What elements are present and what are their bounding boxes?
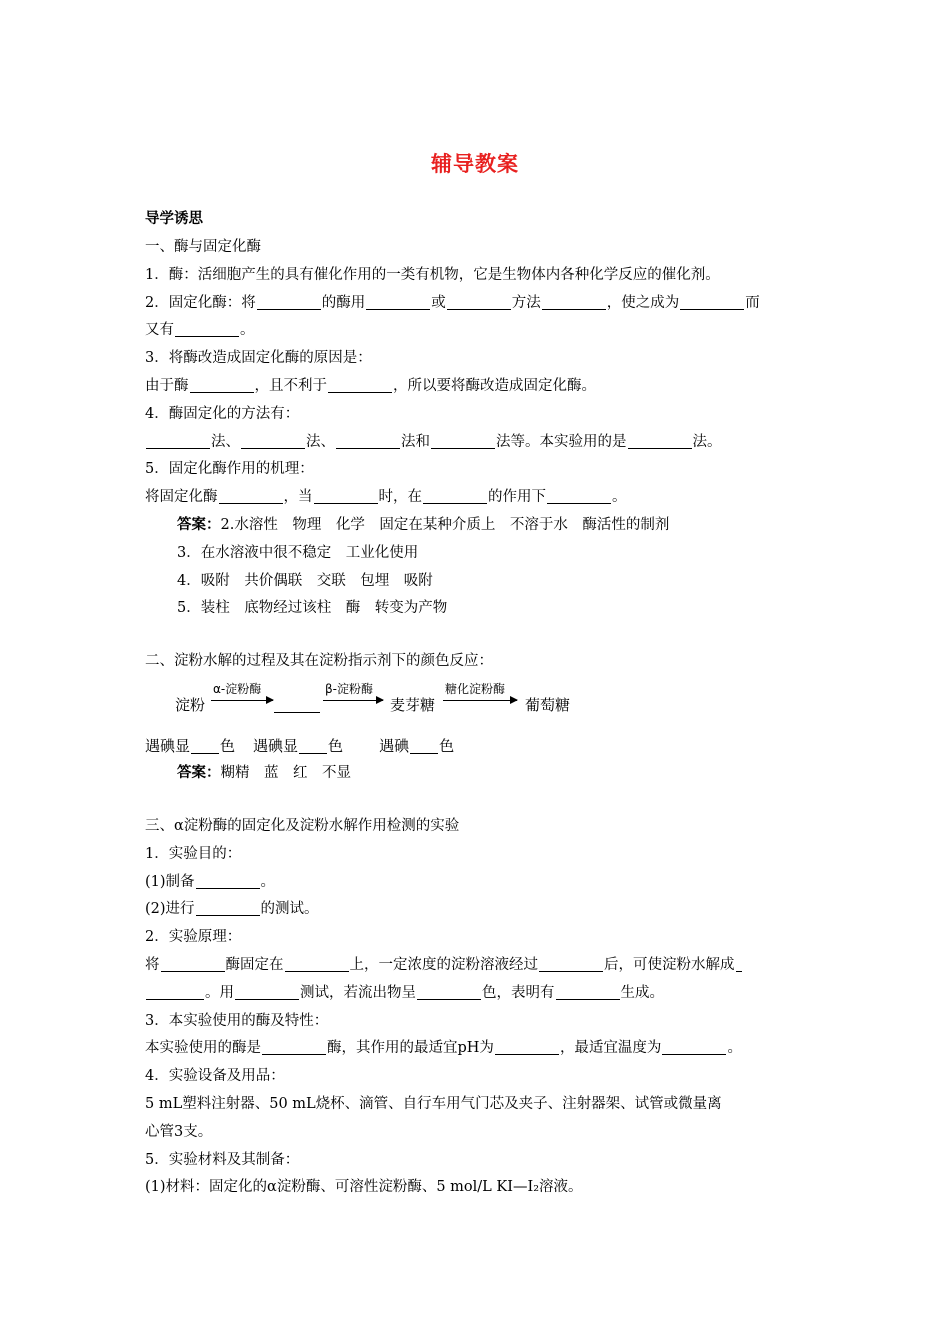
iodine-line: 遇碘显 色 遇碘显 色 遇碘 色 — [145, 737, 455, 755]
blank — [262, 1040, 326, 1055]
s1-answer3: 4．吸附 共价偶联 交联 包埋 吸附 — [177, 573, 433, 589]
blank — [336, 434, 400, 449]
s3-line5: 将 酶固定在 上，一定浓度的淀粉溶液经过 后，可使淀粉水解成 — [145, 955, 743, 975]
hydrolysis-diagram — [175, 680, 595, 720]
s3-line12: 5．实验材料及其制备： — [145, 1152, 300, 1168]
s3-line8: 本实验使用的酶是 酶，其作用的最适宜pH为 ，最适宜温度为 。 — [145, 1040, 742, 1056]
s1-title: 一、酶与固定化酶 — [145, 239, 261, 255]
blank — [219, 489, 283, 504]
s1-answer2: 3．在水溶液中很不稳定 工业化使用 — [177, 545, 419, 561]
blank — [410, 739, 438, 754]
blank — [417, 985, 481, 1000]
blank — [190, 378, 254, 393]
blank — [196, 874, 260, 889]
s2-title: 二、淀粉水解的过程及其在淀粉指示剂下的颜色反应： — [145, 653, 493, 669]
page-title: 辅导教案 — [431, 152, 519, 176]
arrow-1 — [211, 700, 273, 701]
diagram-enzyme-beta: β-淀粉酶 — [325, 682, 373, 696]
blank — [146, 985, 204, 1000]
blank — [423, 489, 487, 504]
s1-line3: 又有 。 — [145, 322, 255, 338]
s1-line2: 2．固定化酶：将 的酶用 或 方法 ，使之成为 而 — [145, 295, 760, 311]
s1-answer1: 答案：2.水溶性 物理 化学 固定在某种介质上 不溶于水 酶活性的制剂 — [177, 517, 670, 533]
s2-answer: 答案：糊精 蓝 红 不显 — [177, 765, 351, 781]
blank — [736, 957, 742, 972]
diagram-maltose: 麦芽糖 — [390, 696, 436, 714]
s1-line8: 5．固定化酶作用的机理： — [145, 461, 314, 477]
blank — [196, 901, 260, 916]
s1-answer4: 5．装柱 底物经过该柱 酶 转变为产物 — [177, 600, 448, 616]
s1-line5: 由于酶 ，且不利于 ，所以要将酶改造成固定化酶。 — [145, 378, 596, 394]
s3-line2: (1)制备 。 — [145, 874, 276, 890]
blank — [366, 295, 430, 310]
s1-line1: 1．酶：活细胞产生的具有催化作用的一类有机物，它是生物体内各种化学反应的催化剂。 — [145, 267, 720, 283]
blank — [241, 434, 305, 449]
blank — [328, 378, 392, 393]
blank — [547, 489, 611, 504]
s3-line3: (2)进行 的测试。 — [145, 901, 319, 917]
blank — [146, 434, 210, 449]
s3-line6: 。用 测试，若流出物呈 色，表明有 生成。 — [145, 983, 664, 1003]
diagram-enzyme-saccharifying: 糖化淀粉酶 — [445, 682, 506, 696]
blank — [175, 322, 239, 337]
blank — [542, 295, 606, 310]
blank — [495, 1040, 559, 1055]
s3-line13: (1)材料：固定化的α淀粉酶、可溶性淀粉酶、5 mol/L KI—I₂溶液。 — [145, 1179, 583, 1195]
s3-line9: 4．实验设备及用品： — [145, 1068, 285, 1084]
blank — [299, 739, 327, 754]
s3-title: 三、α淀粉酶的固定化及淀粉水解作用检测的实验 — [145, 818, 460, 834]
s3-line1: 1．实验目的： — [145, 846, 242, 862]
blank — [431, 434, 495, 449]
blank — [628, 434, 692, 449]
blank — [680, 295, 744, 310]
blank — [257, 295, 321, 310]
arrow-3 — [443, 700, 517, 701]
arrow-2 — [323, 700, 383, 701]
s3-line4: 2．实验原理： — [145, 929, 242, 945]
blank — [662, 1040, 726, 1055]
blank — [447, 295, 511, 310]
s3-line7: 3．本实验使用的酶及特性： — [145, 1013, 329, 1029]
s1-line9: 将固定化酶 ，当 时，在 的作用下 。 — [145, 489, 627, 505]
s3-line11: 心管3支。 — [145, 1124, 213, 1140]
blank — [539, 957, 603, 972]
blank — [161, 957, 225, 972]
diagram-blank — [274, 712, 320, 713]
section-heading: 导学诱思 — [145, 211, 203, 227]
answer-label: 答案： — [177, 765, 221, 781]
s1-line6: 4．酶固定化的方法有： — [145, 406, 300, 422]
blank — [191, 739, 219, 754]
blank — [314, 489, 378, 504]
blank — [556, 985, 620, 1000]
answer-label: 答案： — [177, 517, 221, 533]
s3-line10: 5 mL塑料注射器、50 mL烧杯、滴管、自行车用气门芯及夹子、注射器架、试管或微量离 — [145, 1096, 722, 1112]
s1-line7: 法、 法、 法和 法等。本实验用的是 法。 — [145, 432, 722, 452]
blank — [235, 985, 299, 1000]
diagram-starch: 淀粉 — [175, 696, 206, 714]
diagram-glucose: 葡萄糖 — [525, 696, 571, 714]
blank — [285, 957, 349, 972]
diagram-enzyme-alpha: α-淀粉酶 — [213, 682, 262, 696]
s1-line4: 3．将酶改造成固定化酶的原因是： — [145, 350, 372, 366]
